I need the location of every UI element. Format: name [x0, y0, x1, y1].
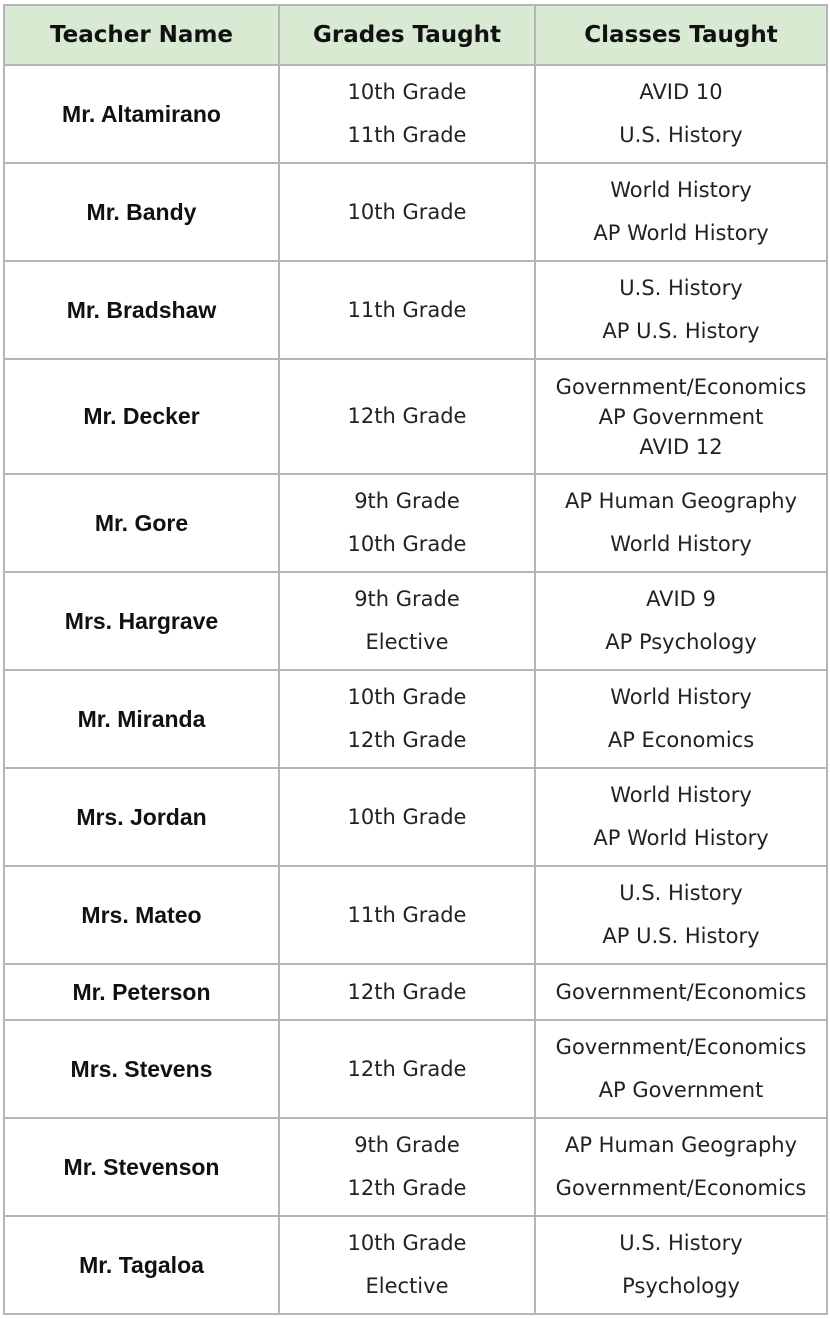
grade-item: 9th Grade: [354, 587, 460, 611]
table-row: [4, 163, 827, 261]
classes-cell: [535, 474, 827, 572]
grade-item: 12th Grade: [347, 1056, 467, 1081]
class-item: AP Human Geography: [564, 489, 798, 513]
teacher-name-cell: Mrs. Jordan: [4, 768, 279, 866]
grades-cell: [279, 768, 535, 866]
classes-cell: [535, 65, 827, 163]
teacher-table: [3, 4, 828, 1315]
class-item: AP Human Geography: [564, 1133, 798, 1157]
class-item: World History: [610, 783, 752, 807]
classes-cell: [535, 359, 827, 474]
classes-cell: [535, 670, 827, 768]
grades-cell: [279, 866, 535, 964]
class-item: AP Psychology: [605, 630, 757, 654]
classes-cell: [535, 964, 827, 1020]
class-item: Government/Economics: [555, 979, 807, 1004]
grades-cell: [279, 670, 535, 768]
grade-item: 9th Grade: [354, 489, 460, 513]
class-item: AP Government: [598, 404, 764, 429]
table-row: [4, 1216, 827, 1314]
grade-item: Elective: [365, 1274, 449, 1298]
classes-cell: [535, 1118, 827, 1216]
grades-cell: [279, 964, 535, 1020]
class-item: AP World History: [593, 221, 769, 245]
grades-cell: [279, 261, 535, 359]
grade-item: 11th Grade: [347, 902, 467, 927]
teacher-name-cell: Mr. Altamirano: [4, 65, 279, 163]
grade-item: 10th Grade: [347, 804, 467, 829]
teacher-name-cell: Mr. Tagaloa: [4, 1216, 279, 1314]
header-classes-taught: Classes Taught: [535, 5, 827, 65]
header-grades-taught: Grades Taught: [279, 5, 535, 65]
grade-item: 12th Grade: [347, 404, 467, 428]
classes-cell: [535, 261, 827, 359]
table-body: [4, 65, 827, 1314]
table-row: [4, 768, 827, 866]
grades-cell: [279, 163, 535, 261]
class-item: Psychology: [622, 1274, 740, 1298]
table-row: [4, 1118, 827, 1216]
grades-cell: [279, 1118, 535, 1216]
header-row: [4, 5, 827, 65]
class-item: Government/Economics: [555, 1176, 807, 1200]
class-item: U.S. History: [619, 1231, 743, 1255]
teacher-name-cell: Mr. Miranda: [4, 670, 279, 768]
table-row: [4, 866, 827, 964]
teacher-name-cell: Mr. Gore: [4, 474, 279, 572]
grades-cell: [279, 474, 535, 572]
table-row: [4, 670, 827, 768]
table-row: [4, 474, 827, 572]
grade-item: 12th Grade: [347, 979, 467, 1004]
grades-cell: [279, 1020, 535, 1118]
grade-item: 10th Grade: [347, 532, 467, 556]
class-item: AP U.S. History: [602, 319, 760, 343]
grades-cell: [279, 572, 535, 670]
class-item: Government/Economics: [555, 1035, 807, 1059]
grades-cell: [279, 1216, 535, 1314]
table-row: [4, 1020, 827, 1118]
grade-item: 10th Grade: [347, 1231, 467, 1255]
classes-cell: [535, 1216, 827, 1314]
grade-item: 10th Grade: [347, 80, 467, 104]
classes-cell: [535, 866, 827, 964]
class-item: U.S. History: [619, 881, 743, 905]
teacher-name-cell: Mr. Decker: [4, 359, 279, 474]
header-teacher-name: Teacher Name: [4, 5, 279, 65]
grades-cell: [279, 65, 535, 163]
class-item: AVID 9: [646, 587, 716, 611]
table-row: [4, 964, 827, 1020]
table-row: [4, 261, 827, 359]
classes-cell: [535, 572, 827, 670]
grade-item: 9th Grade: [354, 1133, 460, 1157]
teacher-name-cell: Mrs. Mateo: [4, 866, 279, 964]
classes-cell: [535, 768, 827, 866]
teacher-name-cell: Mr. Bandy: [4, 163, 279, 261]
class-item: AP U.S. History: [602, 924, 760, 948]
class-item: World History: [610, 178, 752, 202]
grades-cell: [279, 359, 535, 474]
grade-item: 12th Grade: [347, 728, 467, 752]
teacher-name-cell: Mr. Peterson: [4, 964, 279, 1020]
class-item: AP Economics: [607, 728, 755, 752]
class-item: World History: [610, 685, 752, 709]
grade-item: 11th Grade: [347, 297, 467, 322]
class-item: AVID 12: [639, 434, 723, 459]
grade-item: Elective: [365, 630, 449, 654]
table-row: [4, 359, 827, 474]
classes-cell: [535, 1020, 827, 1118]
class-item: AP Government: [598, 1078, 764, 1102]
classes-cell: [535, 163, 827, 261]
table-row: [4, 65, 827, 163]
class-item: AVID 10: [639, 80, 723, 104]
class-item: U.S. History: [619, 123, 743, 147]
class-item: World History: [610, 532, 752, 556]
grade-item: 10th Grade: [347, 199, 467, 224]
grade-item: 10th Grade: [347, 685, 467, 709]
grade-item: 12th Grade: [347, 1176, 467, 1200]
table-row: [4, 572, 827, 670]
grade-item: 11th Grade: [347, 123, 467, 147]
class-item: Government/Economics: [555, 374, 807, 399]
teacher-name-cell: Mr. Stevenson: [4, 1118, 279, 1216]
teacher-name-cell: Mrs. Stevens: [4, 1020, 279, 1118]
class-item: AP World History: [593, 826, 769, 850]
teacher-name-cell: Mrs. Hargrave: [4, 572, 279, 670]
teacher-name-cell: Mr. Bradshaw: [4, 261, 279, 359]
class-item: U.S. History: [619, 276, 743, 300]
